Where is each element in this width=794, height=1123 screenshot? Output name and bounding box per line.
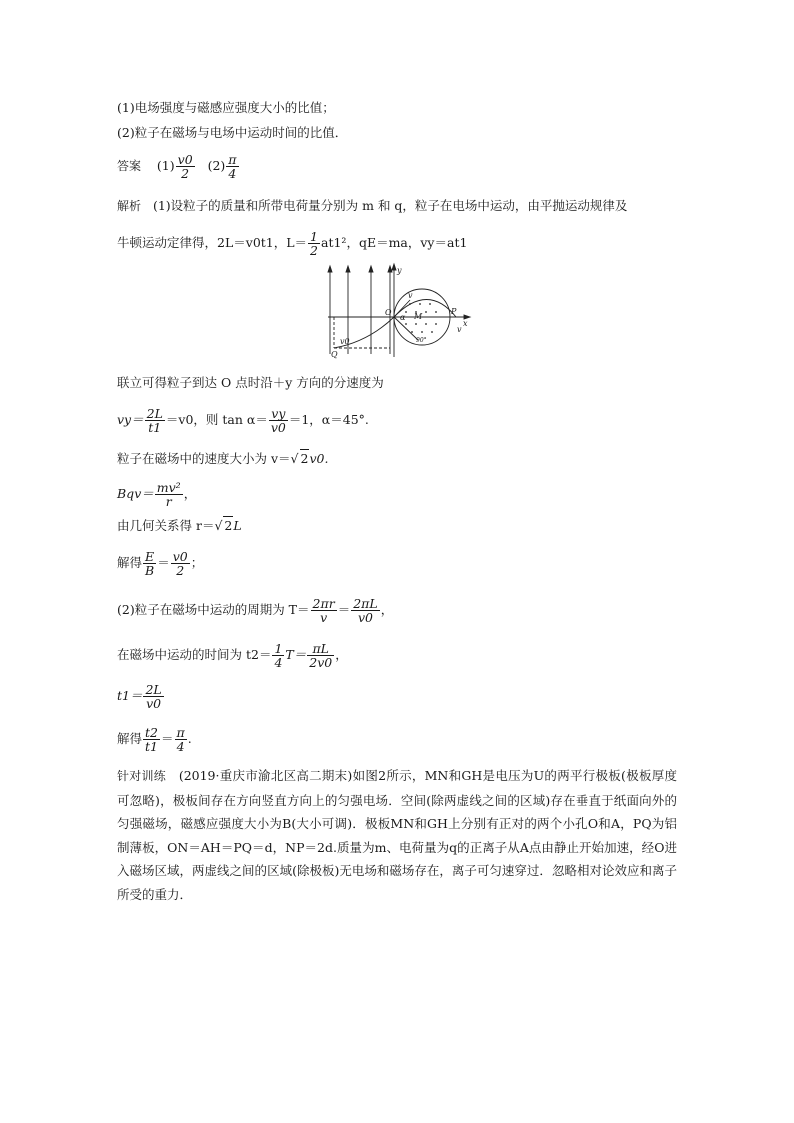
solve-1-line: 解得 $\frac{E}{B}$ ＝ $\frac{v0}{2}$ ； [117,549,204,578]
solve-2-line: 解得 $\frac{t2}{t1}$ ＝ $\frac{\pi}{4}$ . [117,725,192,754]
field-diagram [318,262,478,362]
tan-fraction: $\frac{vy}{v0}$ [270,406,286,435]
v0-over-2-fraction: $\frac{v0}{2}$ [172,549,188,578]
vy-equation: vy＝ $\frac{2L}{t1}$ ＝v0，则 tan α＝ $\frac{vy}{v0}$ ＝1，α＝45°. [117,406,369,435]
answer-part2-marker: (2) [207,158,226,173]
analysis-label: 解析 [117,199,142,213]
t-ratio-fraction: $\frac{t2}{t1}$ [145,725,158,754]
label-y: y [397,266,402,275]
period-fraction-2: $\frac{2\pi L}{v0}$ [353,596,378,625]
answer-part1-marker: (1) [156,158,175,173]
label-q: Q [331,350,338,359]
speed-line: 粒子在磁场中的速度大小为 v＝√ 2v0. [117,451,329,466]
period-line: (2)粒子在磁场中运动的周期为 T＝ $\frac{2\pi r}{v}$ ＝ $\frac{2\pi L}{v0}$ ， [117,596,394,625]
label-alpha: α [400,313,406,322]
label-x: x [463,319,468,328]
label-p: P [451,307,457,316]
time-line: 在磁场中运动的时间为 t2＝ $\frac{1}{4}$ T＝ $\frac{\pi L}{2v0}$ ， [117,641,348,670]
period-fraction-1: $\frac{2\pi r}{v}$ [312,596,335,625]
e-over-b-fraction: $\frac{E}{B}$ [145,549,155,578]
label-90: 90° [416,337,427,344]
time-fraction: $\frac{\pi L}{2v0}$ [309,641,333,670]
training-paragraph [117,764,677,906]
analysis-line-2: 牛顿运动定律得，2L＝v0t1，L＝ $\frac{1}{2}$ at1²，qE＝ma，vy＝at1 [117,229,468,258]
answer-2-fraction: $\frac{\pi}{4}$ [228,152,237,181]
lorentz-equation: Bqv＝ $\frac{\text{mv²}}{r}$ ， [117,480,197,509]
label-o: O [385,308,392,317]
t1-fraction: $\frac{2L}{v0}$ [145,682,162,711]
t1-line: t1＝ $\frac{2L}{v0}$ [117,682,162,711]
label-v-right: v [457,325,462,334]
pi-over-4-fraction: $\frac{\pi}{4}$ [176,725,185,754]
answer-label: 答案 [117,159,142,173]
geometry-line: 由几何关系得 r＝√ 2L [117,518,242,533]
question-1: (1)电场强度与磁感应强度大小的比值； [117,100,335,115]
quarter-fraction: $\frac{1}{4}$ [274,641,283,670]
half-fraction: $\frac{1}{2}$ [310,229,318,258]
lorentz-fraction: $\frac{\text{mv²}}{r}$ [156,480,181,509]
label-m: M [414,312,423,321]
answer-1-fraction: $\frac{v0}{2}$ [177,152,193,181]
label-v-top: v [408,291,413,300]
analysis-intro: 解析 (1)设粒子的质量和所带电荷量分别为 m 和 q，粒子在电场中运动，由平抛运动规律及 [117,198,628,213]
vy-fraction: $\frac{2L}{t1}$ [146,406,163,435]
label-v0: v0 [340,337,350,346]
answer-line [117,153,240,180]
question-2: (2)粒子在磁场与电场中运动时间的比值． [117,125,348,140]
training-label: 针对训练 [117,769,167,783]
training-text: (2019·重庆市渝北区高二期末)如图2所示，MN和GH是电压为U的两平行极板(极板厚度可忽略)，极板间存在方向竖直方向上的匀强电场．空间(除两虚线之间的区域)存在垂直于纸面向外的匀强磁场，磁感应强度大小为B(大小可调)．极板MN和GH上分别有正对的两个小孔O和A，PQ为铝制薄板，ON＝AH＝PQ＝d，NP＝2d.质量为m、电荷量为q的正离子从A点由静止开始加速，经O进入磁场区域，两虚线之间的区域(除极板)无电场和磁场存在，离子可匀速穿过．忽略相对论效应和离子所受的重力． [117,768,677,902]
combine-line: 联立可得粒子到达 O 点时沿＋y 方向的分速度为 [117,375,384,390]
